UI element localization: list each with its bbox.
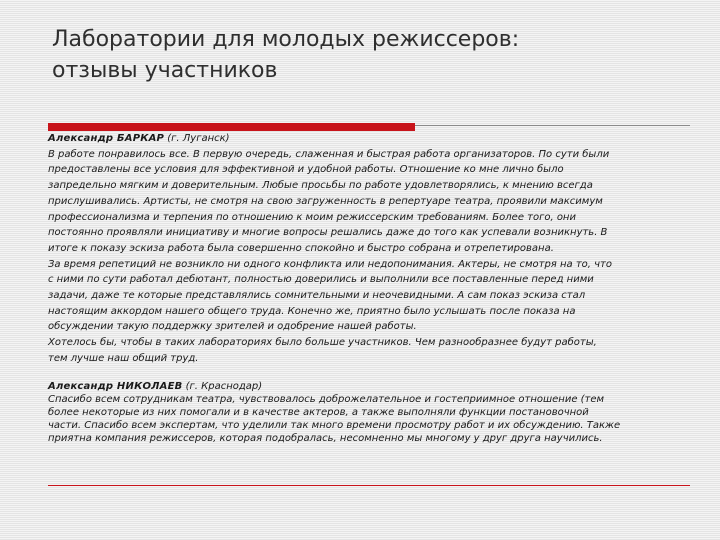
review-text-line: В работе понравилось все. В первую очередь, слаженная и быстрая работа организаторов. По сути были	[48, 148, 610, 160]
review-text-line: запредельно мягким и доверительным. Любые просьбы по работе удовлетворялись, к мнению всегда	[48, 180, 593, 192]
review-author-name: Александр НИКОЛАЕВ	[48, 381, 183, 392]
review-text-line: тем лучше наш общий труд.	[48, 352, 199, 364]
title-divider	[48, 123, 690, 131]
review-text-line: За время репетиций не возникло ни одного конфликта или недопонимания. Актеры, не смотря на то, что	[48, 258, 612, 270]
review-text-line: итоге к показу эскиза работа была совершенно спокойно и быстро собрана и отрепетирована.	[48, 242, 554, 254]
review-text-line: прислушивались. Артисты, не смотря на свою загруженность в репертуаре театра, проявили максимум	[48, 195, 603, 207]
review-text-line: обсуждении такую поддержку зрителей и одобрение нашей работы.	[48, 321, 417, 333]
review-text-line: с ними по сути работал дебютант, полностью доверились и выполнили все поставленные перед ними	[48, 274, 594, 286]
title-divider-red-bar	[48, 123, 415, 131]
review-text-line: Хотелось бы, чтобы в таких лабораториях было больше участников. Чем разнообразнее будут работы,	[48, 337, 597, 349]
slide-title-line-1: Лаборатории для молодых режиссеров:	[52, 27, 520, 52]
slide-title	[52, 24, 692, 86]
review-barkar	[48, 131, 688, 367]
review-text-line: настоящим аккордом нашего общего труда. Конечно же, приятно было услышать после показа на	[48, 305, 576, 317]
review-author-location: (г. Краснодар)	[185, 381, 263, 392]
title-divider-gray-line	[415, 125, 690, 126]
review-text-line: предоставлены все условия для эффективной и удобной работы. Отношение ко мне лично было	[48, 164, 564, 176]
review-text-line: приятна компания режиссеров, которая подобралась, несомненно мы многому у друг друга научились.	[48, 433, 603, 444]
bottom-divider	[48, 485, 690, 486]
review-text-line: профессионализма и терпения по отношению к моим режиссерским требованиям. Более того, они	[48, 211, 576, 223]
review-text-line: части. Спасибо всем экспертам, что уделили так много времени просмотру работ и их обсуждению. Также	[48, 420, 621, 431]
review-author-name: Александр БАРКАР	[48, 133, 165, 144]
review-text-line: Спасибо всем сотрудникам театра, чувствовалось доброжелательное и гостеприимное отношение (тем	[48, 394, 605, 405]
slide-title-line-2: отзывы участников	[52, 58, 278, 83]
review-author-line	[48, 131, 688, 147]
review-text-line: более некоторые из них помогали и в качестве актеров, а также выполняли функции постановочной	[48, 407, 589, 418]
review-text-line: задачи, даже те которые представлялись сомнительными и неочевидными. А сам показ эскиза стал	[48, 290, 586, 302]
review-author-line	[48, 380, 688, 393]
review-text-line: постоянно проявляли инициативу и многие вопросы решались даже до того как успевали возникнуть. В	[48, 227, 608, 239]
review-author-location: (г. Луганск)	[167, 133, 230, 144]
review-nikolaev	[48, 380, 688, 445]
